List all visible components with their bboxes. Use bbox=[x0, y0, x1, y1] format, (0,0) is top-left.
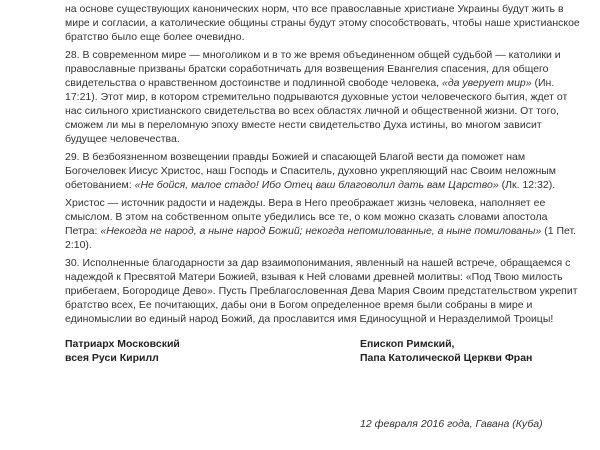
paragraph-text: 29. В безбоязненном возвещении правды Божией и спасающей Благой вести да поможет нам Богочеловек Иисус Христос, наш Господь и Спаситель, духовно укрепляющий нас Своим неложным обетованием: bbox=[65, 151, 557, 191]
signature-pope-line-2: Папа Католической Церкви Фран bbox=[360, 352, 533, 364]
signature-block bbox=[65, 337, 581, 365]
dateline: 12 февраля 2016 года, Гавана (Куба) bbox=[360, 418, 543, 430]
signature-pope-line-1: Епископ Римский, bbox=[360, 338, 455, 350]
paragraph bbox=[65, 2, 581, 44]
scripture-quote: «да уверует мир» bbox=[442, 77, 532, 89]
paragraph bbox=[65, 256, 581, 326]
paragraph bbox=[65, 196, 581, 252]
paragraph bbox=[65, 48, 581, 146]
document-body bbox=[65, 2, 581, 326]
paragraph-text: (Лк. 12:32). bbox=[498, 179, 556, 191]
paragraph-text: 28. В современном мире — многоликом и в то же время объединенном общей судьбой — католики и православные призваны братски соработничать для возвещения Евангелия спасения, для общего свидетельства о нравственном достоинстве и подлинной свободе человека, bbox=[65, 49, 561, 89]
scripture-quote: «Не бойся, малое стадо! Ибо Отец ваш благоволил дать вам Царство» bbox=[134, 179, 499, 191]
paragraph-text: (Ин. 17:21). Этот мир, в котором стремительно подрываются духовные устои человеческого бытия, ждет от нас сильного христианского свидетельства во всех областях личной и общественной жизни. От того, сможем ли мы в переломную эпоху вместе нести свидетельство Духа истины, во многом зависит будущее человечества. bbox=[65, 77, 568, 145]
signature-patriarch-line-1: Патриарх Московский bbox=[65, 338, 180, 350]
signature-patriarch-line-2: всея Руси Кирилл bbox=[65, 352, 159, 364]
paragraph bbox=[65, 150, 581, 192]
signature-pope bbox=[360, 337, 581, 365]
paragraph-text: Христос — источник радости и надежды. Вера в Него преображает жизнь человека, наполняет ее смыслом. В этом на собственном опыте убедились все те, о ком можно сказать словами апостола Петра: bbox=[65, 197, 548, 237]
signature-patriarch bbox=[65, 337, 360, 365]
paragraph-text: 30. Исполненные благодарности за дар взаимопонимания, явленный на нашей встрече, обращаемся с надеждой к Пресвятой Матери Божией, взывая к Ней словами древней молитвы: «Под Твою милость прибегаем, Богородице Дево». Пусть Преблагословенная Дева Мария Своим предстательством укрепит братство всех, Ее почитающих, дабы они в Богом определенное время были собраны в мире и единомыслии во единый народ Божий, да прославится имя Единосущной и Неразделимой Троицы! bbox=[65, 257, 578, 325]
paragraph-text: на основе существующих канонических норм, что все православные христиане Украины будут жить в мире и согласии, а католические общины страны будут этому способствовать, чтобы наше христианское братство было еще более очевидно. bbox=[65, 3, 580, 43]
paragraph-text: (1 Пет. 2:10). bbox=[65, 225, 577, 251]
scripture-quote: «Некогда не народ, а ныне народ Божий; некогда непомилованные, а ныне помилованы» bbox=[100, 225, 542, 237]
